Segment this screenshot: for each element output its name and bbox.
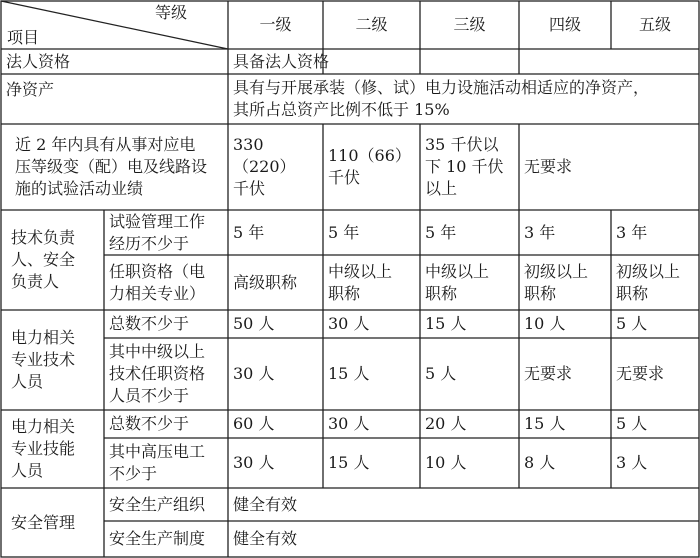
skill-total-level-3: 20 人: [425, 414, 467, 433]
mid-senior-level-4: 无要求: [524, 364, 573, 383]
experience-level-1: 5 年: [233, 222, 265, 242]
qualification-level-3: 中级以上 职称: [425, 261, 490, 303]
tech-staff-total-label: 总数不少于: [109, 314, 190, 333]
experience-level-5: 3 年: [616, 222, 648, 242]
qualification-level-2: 中级以上 职称: [328, 261, 393, 303]
hv-level-1: 30 人: [233, 453, 275, 472]
hv-level-3: 10 人: [425, 453, 467, 472]
mid-senior-level-5: 无要求: [616, 364, 665, 383]
hv-level-2: 15 人: [328, 453, 370, 472]
tech-lead-qualification-label: 任职资格（电 力相关专业）: [109, 261, 206, 303]
skill-total-level-4: 15 人: [524, 414, 566, 433]
mid-senior-level-1: 30 人: [233, 364, 275, 383]
tech-staff-mid-senior-label: 其中中级以上 技术任职资格 人员不少于: [109, 342, 206, 405]
skill-total-level-5: 5 人: [616, 414, 648, 433]
performance-level-3: 35 千伏以 下 10 千伏 以上: [425, 135, 504, 198]
skill-staff-group: 电力相关 专业技能 人员: [11, 417, 76, 480]
legal-value: 具备法人资格: [233, 51, 330, 71]
tech-staff-group: 电力相关 专业技术 人员: [11, 328, 76, 391]
safety-group: 安全管理: [11, 512, 76, 532]
mid-senior-level-2: 15 人: [328, 364, 370, 383]
header-level-5: 五级: [638, 15, 671, 34]
tech-lead-group: 技术负责 人、安全 负责人: [11, 228, 76, 291]
safety-org-label: 安全生产组织: [109, 494, 206, 514]
experience-level-4: 3 年: [524, 222, 556, 242]
experience-level-2: 5 年: [328, 222, 360, 242]
skill-staff-total-label: 总数不少于: [109, 414, 190, 433]
header-level-4: 四级: [548, 15, 581, 34]
safety-system-label: 安全生产制度: [109, 529, 206, 548]
hv-level-4: 8 人: [524, 453, 556, 472]
tech-total-level-4: 10 人: [524, 314, 566, 333]
skill-staff-hv-label: 其中高压电工 不少于: [109, 442, 206, 483]
skill-total-level-1: 60 人: [233, 414, 275, 433]
skill-total-level-2: 30 人: [328, 414, 370, 433]
header-grade-label: 等级: [155, 3, 188, 22]
hv-level-5: 3 人: [616, 453, 648, 472]
tech-total-level-1: 50 人: [233, 314, 275, 333]
legal-label: 法人资格: [6, 51, 71, 71]
net-assets-value: 具有与开展承装（修、试）电力设施活动相适应的净资产， 其所占总资产比例不低于 15%: [233, 78, 650, 119]
header-level-1: 一级: [259, 15, 292, 34]
tech-total-level-3: 15 人: [425, 314, 467, 333]
header-item-label: 项目: [7, 28, 40, 47]
qualification-level-1: 高级职称: [233, 272, 298, 292]
header-level-3: 三级: [453, 15, 486, 34]
experience-level-3: 5 年: [425, 222, 457, 242]
performance-level-1: 330（220） 千伏: [233, 135, 296, 198]
tech-total-level-2: 30 人: [328, 314, 370, 333]
mid-senior-level-3: 5 人: [425, 364, 457, 383]
tech-total-level-5: 5 人: [616, 314, 648, 333]
qualification-level-4: 初级以上 职称: [524, 261, 589, 303]
header-level-2: 二级: [355, 15, 388, 34]
net-assets-label: 净资产: [6, 80, 55, 99]
safety-system-value: 健全有效: [233, 529, 298, 548]
performance-level-2: 110（66） 千伏: [328, 146, 411, 187]
safety-org-value: 健全有效: [233, 494, 298, 514]
tech-lead-experience-label: 试验管理工作 经历不少于: [109, 211, 206, 253]
performance-label: 近 2 年内具有从事对应电 压等级变（配）电及线路设 施的试验活动业绩: [15, 135, 208, 198]
qualification-level-5: 初级以上 职称: [616, 261, 681, 303]
performance-level-4-5: 无要求: [524, 157, 573, 176]
